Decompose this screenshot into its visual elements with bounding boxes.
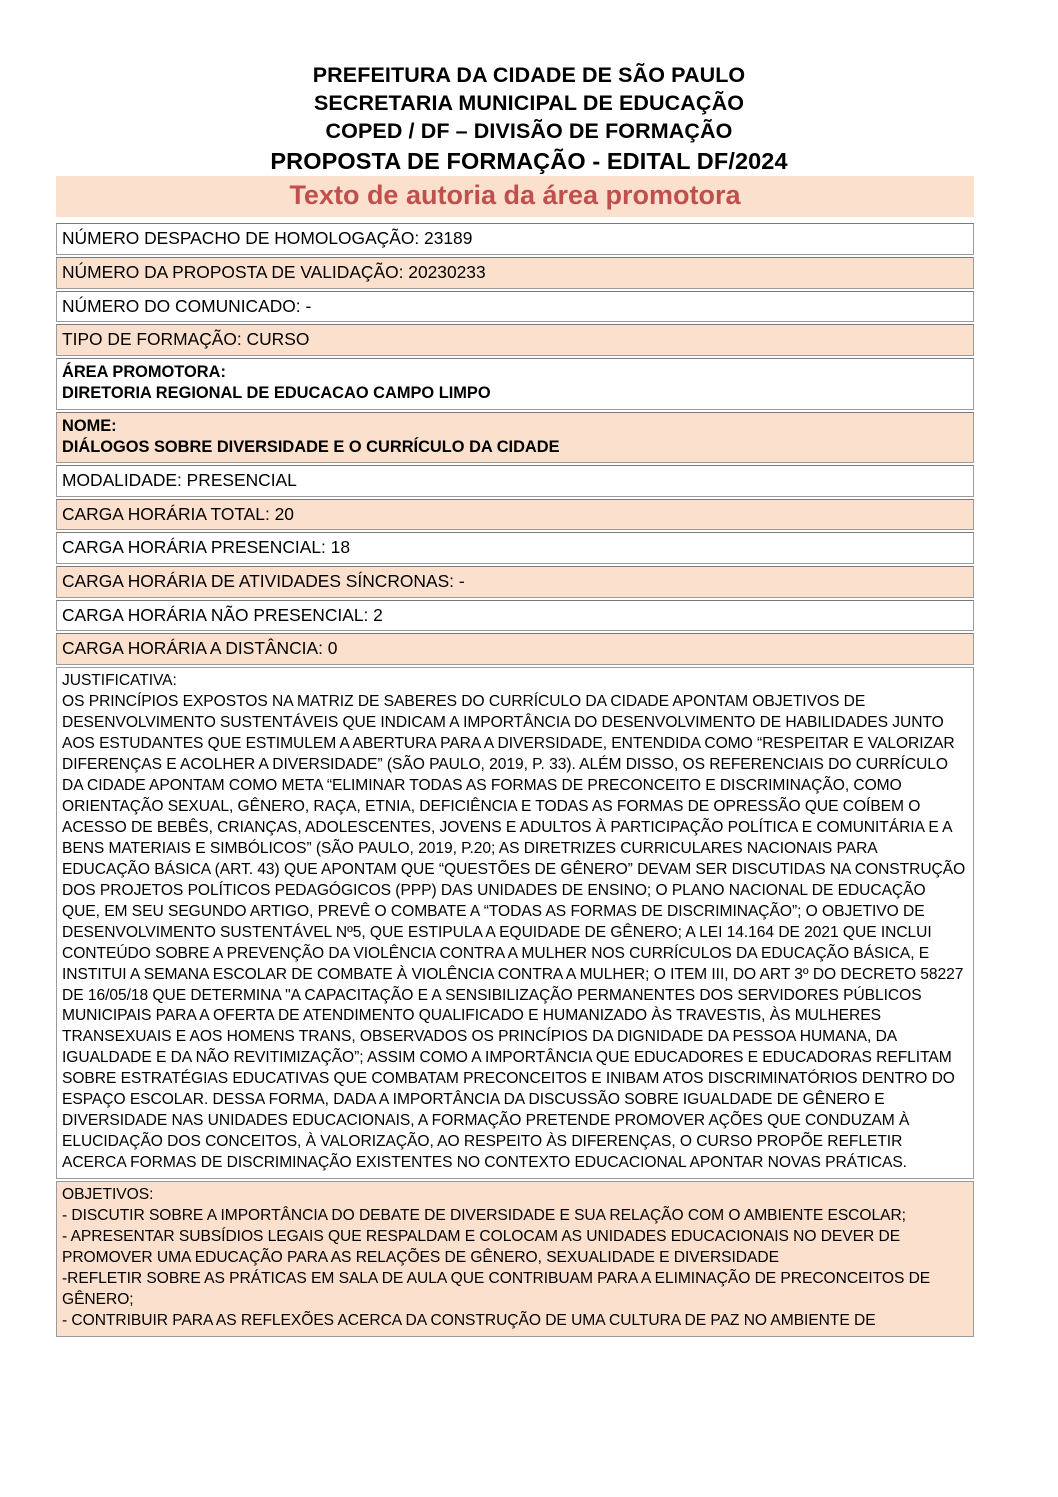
document-header [0, 62, 1058, 176]
row-comunicado [56, 291, 974, 323]
field-carga-distancia: CARGA HORÁRIA A DISTÂNCIA: 0 [62, 638, 338, 659]
row-carga-distancia [56, 633, 974, 665]
objetivo-item-4: - CONTRIBUIR PARA AS REFLEXÕES ACERCA DA CONSTRUÇÃO DE UMA CULTURA DE PAZ NO AMBIENTE DE [62, 1312, 876, 1330]
objetivo-item-2: - APRESENTAR SUBSÍDIOS LEGAIS QUE RESPALDAM E COLOCAM AS UNIDADES EDUCACIONAIS NO DEVER DE PROMOVER UMA EDUCAÇÃO PARA AS RELAÇÕES DE GÊNERO, SEXUALIDADE E DIVERSIDADE [62, 1228, 901, 1267]
field-proposta-validacao: NÚMERO DA PROPOSTA DE VALIDAÇÃO: 20230233 [62, 262, 486, 283]
header-line-secretaria: SECRETARIA MUNICIPAL DE EDUCAÇÃO [313, 90, 745, 115]
row-carga-nao-presencial [56, 600, 974, 632]
value-area-promotora: DIRETORIA REGIONAL DE EDUCACAO CAMPO LIMPO [62, 384, 491, 403]
header-line-coped: COPED / DF – DIVISÃO DE FORMAÇÃO [325, 118, 733, 143]
banner-texto-autoria: Texto de autoria da área promotora [56, 176, 974, 217]
header-line-prefeitura: PREFEITURA DA CIDADE DE SÃO PAULO [312, 63, 746, 87]
field-tipo-formacao: TIPO DE FORMAÇÃO: CURSO [62, 329, 310, 350]
field-carga-nao-presencial: CARGA HORÁRIA NÃO PRESENCIAL: 2 [62, 604, 383, 625]
row-despacho-homologacao [56, 223, 974, 255]
label-justificativa: JUSTIFICATIVA: [62, 671, 177, 689]
row-modalidade [56, 465, 974, 497]
header-line-proposta: PROPOSTA DE FORMAÇÃO - EDITAL DF/2024 [270, 147, 788, 174]
field-comunicado: NÚMERO DO COMUNICADO: - [62, 295, 312, 316]
block-objetivos [56, 1181, 974, 1337]
field-despacho-homologacao: NÚMERO DESPACHO DE HOMOLOGAÇÃO: 23189 [62, 228, 473, 249]
field-carga-total: CARGA HORÁRIA TOTAL: 20 [62, 503, 294, 524]
row-carga-sincronas [56, 566, 974, 598]
field-carga-presencial: CARGA HORÁRIA PRESENCIAL: 18 [62, 537, 351, 558]
text-justificativa: OS PRINCÍPIOS EXPOSTOS NA MATRIZ DE SABERES DO CURRÍCULO DA CIDADE APONTAM OBJETIVOS DE DESENVOLVIMENTO SUSTENTÁVEIS QUE INDICAM A IMPORTÂNCIA DO DESENVOLVIMENTO DE HABILIDADES JUNTO AOS ESTUDANTES QUE ESTIMULEM A ABERTURA PARA A DIVERSIDADE, ENTENDIDA COMO “RESPEITAR E VALORIZAR DIFERENÇAS E ACOLHER A DIVERSIDADE” (SÃO PAULO, 2019, P. 33). ALÉM DISSO, OS REFERENCIAIS DO CURRÍCULO DA CIDADE APONTAM COMO META “ELIMINAR TODAS AS FORMAS DE PRECONCEITO E DISCRIMINAÇÃO, COMO ORIENTAÇÃO SEXUAL, GÊNERO, RAÇA, ETNIA, DEFICIÊNCIA E TODAS AS FORMAS DE OPRESSÃO QUE COÍBEM O ACESSO DE BEBÊS, CRIANÇAS, ADOLESCENTES, JOVENS E ADULTOS À PARTICIPAÇÃO POLÍTICA E COMUNITÁRIA E A BENS MATERIAIS E SIMBÓLICOS” (SÃO PAULO, 2019, P.20; AS DIRETRIZES CURRICULARES NACIONAIS PARA EDUCAÇÃO BÁSICA (ART. 43) QUE APONTAM QUE “QUESTÕES DE GÊNERO” DEVAM SER DISCUTIDAS NA CONSTRUÇÃO DOS PROJETOS POLÍTICOS PEDAGÓGICOS (PPP) DAS UNIDADES DE ENSINO; O PLANO NACIONAL DE EDUCAÇÃO QUE, EM SEU SEGUNDO ARTIGO, PREVÊ O COMBATE A “TODAS AS FORMAS DE DISCRIMINAÇÃO”; O OBJETIVO DE DESENVOLVIMENTO SUSTENTÁVEL Nº5, QUE ESTIPULA A EQUIDADE DE GÊNERO; A LEI 14.164 DE 2021 QUE INCLUI CONTEÚDO SOBRE A PREVENÇÃO DA VIOLÊNCIA CONTRA A MULHER NOS CURRÍCULOS DA EDUCAÇÃO BÁSICA, E INSTITUI A SEMANA ESCOLAR DE COMBATE À VIOLÊNCIA CONTRA A MULHER; O ITEM III, DO ART 3º DO DECRETO 58227 DE 16/05/18 QUE DETERMINA "A CAPACITAÇÃO E A SENSIBILIZAÇÃO PERMANENTES DOS SERVIDORES PÚBLICOS MUNICIPAIS PARA A OFERTA DE ATENDIMENTO QUALIFICADO E HUMANIZADO ÀS TRAVESTIS, ÀS MULHERES TRANSEXUAIS E AOS HOMENS TRANS, OBSERVADOS OS PRINCÍPIOS DA DIGNIDADE DA PESSOA HUMANA, DA IGUALDADE E DA NÃO REVITIMIZAÇÃO”; ASSIM COMO A IMPORTÂNCIA QUE EDUCADORES E EDUCADORAS REFLITAM SOBRE ESTRATÉGIAS EDUCATIVAS QUE COMBATAM PRECONCEITOS E INIBAM ATOS DISCRIMINATÓRIOS DENTRO DO ESPAÇO ESCOLAR. DESSA FORMA, DADA A IMPORTÂNCIA DA DISCUSSÃO SOBRE IGUALDADE DE GÊNERO E DIVERSIDADE NAS UNIDADES EDUCACIONAIS, A FORMAÇÃO PRETENDE PROMOVER AÇÕES QUE CONDUZAM À ELUCIDAÇÃO DOS CONCEITOS, À VALORIZAÇÃO, AO RESPEITO ÀS DIFERENÇAS, O CURSO PROPÕE REFLETIR ACERCA FORMAS DE DISCRIMINAÇÃO EXISTENTES NO CONTEXTO EDUCACIONAL APONTAR NOVAS PRÁTICAS. [62, 692, 966, 1172]
row-carga-total [56, 499, 974, 531]
block-justificativa [56, 667, 974, 1179]
value-nome: DIÁLOGOS SOBRE DIVERSIDADE E O CURRÍCULO DA CIDADE [62, 437, 560, 456]
label-area-promotora: ÁREA PROMOTORA: [62, 362, 226, 381]
proposal-form-table [56, 223, 974, 1337]
objetivo-item-3: -REFLETIR SOBRE AS PRÁTICAS EM SALA DE AULA QUE CONTRIBUAM PARA A ELIMINAÇÃO DE PRECONCEITOS DE GÊNERO; [62, 1270, 931, 1309]
field-modalidade: MODALIDADE: PRESENCIAL [62, 470, 297, 491]
row-proposta-validacao [56, 257, 974, 289]
field-carga-sincronas: CARGA HORÁRIA DE ATIVIDADES SÍNCRONAS: - [62, 571, 465, 592]
row-tipo-formacao [56, 324, 974, 356]
label-nome: NOME: [62, 416, 117, 435]
row-area-promotora [56, 358, 974, 410]
label-objetivos: OBJETIVOS: [62, 1186, 154, 1204]
objetivo-item-1: - DISCUTIR SOBRE A IMPORTÂNCIA DO DEBATE DE DIVERSIDADE E SUA RELAÇÃO COM O AMBIENTE ESCOLAR; [62, 1207, 906, 1225]
row-nome [56, 412, 974, 464]
row-carga-presencial [56, 532, 974, 564]
